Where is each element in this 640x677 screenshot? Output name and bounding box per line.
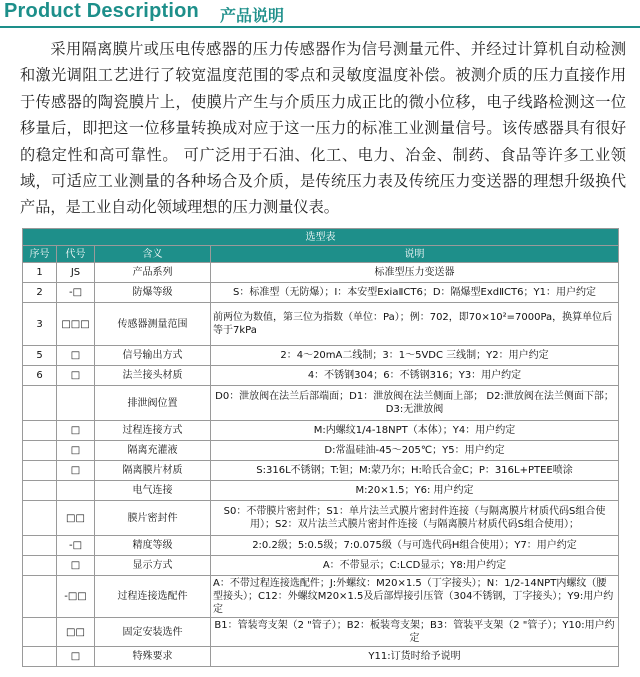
cell-index: 2 bbox=[23, 283, 57, 303]
cell-description: A：不带过程连接选配件；J:外螺纹：M20×1.5（丁字接头）；N：1/2-14NPT内螺纹（腰型接头）；C12：外螺纹M20×1.5及后部焊接引压管（304不锈钢，丁字接头）；Y9:用户约定 bbox=[211, 576, 619, 618]
cell-meaning: 电气连接 bbox=[95, 481, 211, 501]
cell-meaning: 精度等级 bbox=[95, 536, 211, 556]
table-row bbox=[23, 263, 619, 283]
cell-description: 2:0.2级；5:0.5级；7:0.075级（与可选代码H组合使用）；Y7：用户约定 bbox=[211, 536, 619, 556]
cell-description: D0：泄放阀在法兰后部端面；D1：泄放阀在法兰侧面上部； D2:泄放阀在法兰侧面下部；D3:无泄放阀 bbox=[211, 386, 619, 421]
cell-meaning: 过程连接方式 bbox=[95, 421, 211, 441]
cell-index bbox=[23, 618, 57, 647]
cell-code: □ bbox=[57, 366, 95, 386]
table-row bbox=[23, 441, 619, 461]
cell-meaning: 产品系列 bbox=[95, 263, 211, 283]
cell-code: □ bbox=[57, 441, 95, 461]
cell-index bbox=[23, 481, 57, 501]
cell-meaning: 隔离膜片材质 bbox=[95, 461, 211, 481]
section-title-zh: 产品说明 bbox=[220, 6, 285, 25]
cell-code: -□ bbox=[57, 536, 95, 556]
cell-meaning: 隔离充灌液 bbox=[95, 441, 211, 461]
table-row bbox=[23, 366, 619, 386]
col-header-code: 代号 bbox=[57, 246, 95, 263]
cell-meaning: 特殊要求 bbox=[95, 647, 211, 667]
cell-index bbox=[23, 501, 57, 536]
cell-code: -□ bbox=[57, 283, 95, 303]
cell-meaning: 排泄阀位置 bbox=[95, 386, 211, 421]
cell-description: 4：不锈钢304；6：不锈钢316；Y3：用户约定 bbox=[211, 366, 619, 386]
cell-meaning: 防爆等级 bbox=[95, 283, 211, 303]
cell-index bbox=[23, 386, 57, 421]
cell-index: 1 bbox=[23, 263, 57, 283]
cell-description: Y11:订货时给予说明 bbox=[211, 647, 619, 667]
cell-description: M:内螺纹1/4-18NPT（本体）；Y4：用户约定 bbox=[211, 421, 619, 441]
cell-code bbox=[57, 386, 95, 421]
cell-index bbox=[23, 536, 57, 556]
col-header-index: 序号 bbox=[23, 246, 57, 263]
cell-description: A：不带显示；C:LCD显示；Y8:用户约定 bbox=[211, 556, 619, 576]
cell-index bbox=[23, 647, 57, 667]
cell-description: S:316L不锈钢；T:钽；M:蒙乃尔；H:哈氏合金C；P：316L+PTEE喷涂 bbox=[211, 461, 619, 481]
section-header bbox=[0, 0, 640, 30]
cell-code: □ bbox=[57, 461, 95, 481]
cell-index: 6 bbox=[23, 366, 57, 386]
cell-meaning: 信号输出方式 bbox=[95, 346, 211, 366]
col-header-meaning: 含义 bbox=[95, 246, 211, 263]
table-row bbox=[23, 481, 619, 501]
col-header-description: 说明 bbox=[211, 246, 619, 263]
table-row bbox=[23, 346, 619, 366]
cell-index: 5 bbox=[23, 346, 57, 366]
table-row bbox=[23, 647, 619, 667]
header-divider bbox=[0, 26, 640, 28]
cell-description: B1：管装弯支架（2 "管子）；B2：板装弯支架；B3：管装平支架（2 "管子）；Y10:用户约定 bbox=[211, 618, 619, 647]
cell-index bbox=[23, 556, 57, 576]
cell-description: S：标准型（无防爆）；I：本安型ExiaⅡCT6；D：隔爆型ExdⅡCT6；Y1：用户约定 bbox=[211, 283, 619, 303]
cell-description: D:常温硅油-45～205℃；Y5：用户约定 bbox=[211, 441, 619, 461]
cell-meaning: 膜片密封件 bbox=[95, 501, 211, 536]
cell-meaning: 固定安装选件 bbox=[95, 618, 211, 647]
cell-index bbox=[23, 576, 57, 618]
cell-meaning: 显示方式 bbox=[95, 556, 211, 576]
table-row bbox=[23, 618, 619, 647]
cell-code: □ bbox=[57, 346, 95, 366]
cell-description: 前两位为数值，第三位为指数（单位：Pa）；例：702，即70×10²=7000Pa，换算单位后等于7kPa bbox=[211, 303, 619, 346]
intro-paragraph: 采用隔离膜片或压电传感器的压力传感器作为信号测量元件、并经过计算机自动检测和激光调阻工艺进行了较宽温度范围的零点和灵敏度温度补偿。被测介质的压力直接作用于传感器的陶瓷膜片上，使膜片产生与介质压力成正比的微小位移，电子线路检测这一位移量后，即把这一位移量转换成对应于这一压力的标准工业测量信号。该传感器具有很好的稳定性和高可靠性。 可广泛用于石油、化工、电力、冶金、制药、食品等许多工业领域，可适应工业测量的各种场合及介质，是传统压力表及传统压力变送器的理想升级换代产品，是工业自动化领域理想的压力测量仪表。 bbox=[20, 40, 626, 217]
cell-code: □ bbox=[57, 421, 95, 441]
table-row bbox=[23, 461, 619, 481]
cell-meaning: 过程连接选配件 bbox=[95, 576, 211, 618]
cell-code bbox=[57, 481, 95, 501]
table-row bbox=[23, 421, 619, 441]
table-caption: 选型表 bbox=[23, 229, 619, 246]
cell-meaning: 传感器测量范围 bbox=[95, 303, 211, 346]
cell-code: □□□ bbox=[57, 303, 95, 346]
cell-code: □ bbox=[57, 647, 95, 667]
table-row bbox=[23, 303, 619, 346]
table-row bbox=[23, 556, 619, 576]
cell-index bbox=[23, 461, 57, 481]
table-row bbox=[23, 536, 619, 556]
cell-index bbox=[23, 421, 57, 441]
cell-code: □□ bbox=[57, 501, 95, 536]
cell-meaning: 法兰接头材质 bbox=[95, 366, 211, 386]
table-row bbox=[23, 501, 619, 536]
cell-code: JS bbox=[57, 263, 95, 283]
cell-index: 3 bbox=[23, 303, 57, 346]
table-row bbox=[23, 386, 619, 421]
selection-table bbox=[22, 228, 619, 667]
cell-description: 标准型压力变送器 bbox=[211, 263, 619, 283]
cell-description: M:20×1.5；Y6: 用户约定 bbox=[211, 481, 619, 501]
section-title-en: Product Description bbox=[4, 0, 199, 22]
cell-code: □□ bbox=[57, 618, 95, 647]
cell-description: S0：不带膜片密封件；S1：单片法兰式膜片密封件连接（与隔离膜片材质代码S组合使用）；S2：双片法兰式膜片密封件连接（与隔离膜片材质代码S组合使用）； bbox=[211, 501, 619, 536]
cell-index bbox=[23, 441, 57, 461]
cell-code: -□□ bbox=[57, 576, 95, 618]
cell-code: □ bbox=[57, 556, 95, 576]
table-row bbox=[23, 283, 619, 303]
table-row bbox=[23, 576, 619, 618]
cell-description: 2：4～20mA二线制；3：1～5VDC 三线制；Y2：用户约定 bbox=[211, 346, 619, 366]
